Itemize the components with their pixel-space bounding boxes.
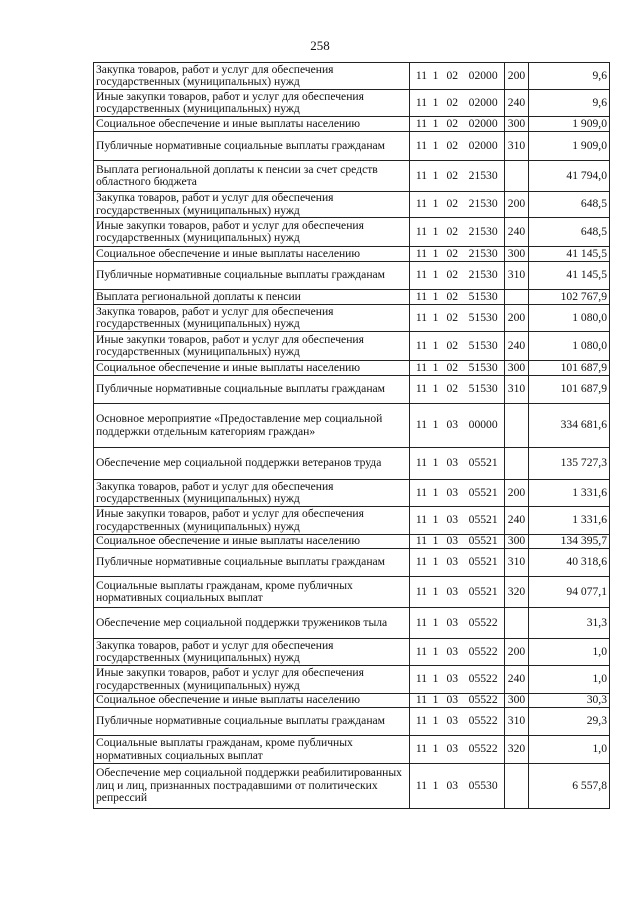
code-program: 11 [415,338,428,352]
code-event: 03 [446,672,459,686]
row-amount: 1 080,0 [529,332,610,361]
code-event: 03 [446,584,459,598]
row-code [412,617,502,630]
code-program: 11 [415,382,428,396]
row-name: Иные закупки товаров, работ и услуг для обеспечения государственных (муниципальных) нужд [94,90,410,117]
row-name: Закупка товаров, работ и услуг для обеспечения государственных (муниципальных) нужд [94,63,410,90]
code-direction: 05522 [468,714,498,728]
table-row [94,639,610,666]
code-direction: 05522 [468,693,498,707]
code-event: 02 [446,338,459,352]
row-code [412,694,502,707]
row-name: Иные закупки товаров, работ и услуг для обеспечения государственных (муниципальных) нужд [94,218,410,247]
code-direction: 05522 [468,672,498,686]
row-expense-type: 300 [505,535,529,549]
row-name: Закупка товаров, работ и услуг для обеспечения государственных (муниципальных) нужд [94,639,410,666]
row-expense-type [505,404,529,448]
row-expense-type: 240 [505,332,529,361]
table-row [94,63,610,90]
row-code [412,140,502,153]
table-row [94,535,610,549]
row-amount: 1 080,0 [529,305,610,332]
code-subprogram: 1 [432,289,439,303]
code-program: 11 [415,513,428,527]
row-expense-type: 310 [505,376,529,404]
code-subprogram: 1 [432,615,439,629]
row-code [412,743,502,756]
code-subprogram: 1 [432,742,439,756]
code-event: 02 [446,168,459,182]
row-amount: 101 687,9 [529,361,610,376]
code-direction: 05521 [468,584,498,598]
row-expense-type: 300 [505,247,529,262]
code-program: 11 [415,644,428,658]
row-code [412,535,502,548]
row-name: Иные закупки товаров, работ и услуг для обеспечения государственных (муниципальных) нужд [94,332,410,361]
code-subprogram: 1 [432,382,439,396]
row-code [412,646,502,659]
row-expense-type: 310 [505,549,529,577]
row-name: Социальные выплаты гражданам, кроме публичных нормативных социальных выплат [94,736,410,764]
code-direction: 02000 [468,95,498,109]
row-code-cell [410,361,505,376]
row-name: Выплата региональной доплаты к пенсии [94,290,410,305]
code-program: 11 [415,168,428,182]
row-code [412,362,502,375]
row-amount: 41 145,5 [529,247,610,262]
code-event: 02 [446,197,459,211]
code-subprogram: 1 [432,116,439,130]
row-expense-type [505,764,529,809]
row-amount: 41 145,5 [529,262,610,290]
row-amount: 1,0 [529,736,610,764]
row-name: Публичные нормативные социальные выплаты гражданам [94,549,410,577]
row-code [412,118,502,131]
table-row [94,577,610,608]
code-program: 11 [415,360,428,374]
code-program: 11 [415,418,428,432]
row-amount: 334 681,6 [529,404,610,448]
row-code-cell [410,764,505,809]
code-direction: 51530 [468,289,498,303]
row-code [412,269,502,282]
row-expense-type: 300 [505,361,529,376]
code-subprogram: 1 [432,224,439,238]
code-program: 11 [415,555,428,569]
code-event: 02 [446,95,459,109]
row-code-cell [410,535,505,549]
code-direction: 05521 [468,456,498,470]
code-program: 11 [415,485,428,499]
code-program: 11 [415,534,428,548]
code-program: 11 [415,138,428,152]
code-program: 11 [415,246,428,260]
code-program: 11 [415,693,428,707]
code-direction: 00000 [468,418,498,432]
code-event: 03 [446,644,459,658]
code-event: 02 [446,116,459,130]
code-event: 03 [446,714,459,728]
row-expense-type: 240 [505,507,529,535]
table-row [94,117,610,132]
row-expense-type: 300 [505,694,529,708]
code-subprogram: 1 [432,246,439,260]
code-program: 11 [415,672,428,686]
row-amount: 1 909,0 [529,132,610,161]
row-code-cell [410,290,505,305]
row-name: Закупка товаров, работ и услуг для обеспечения государственных (муниципальных) нужд [94,305,410,332]
row-name: Публичные нормативные социальные выплаты гражданам [94,132,410,161]
code-event: 02 [446,360,459,374]
table-row [94,507,610,535]
row-name: Социальное обеспечение и иные выплаты населению [94,247,410,262]
code-event: 02 [446,310,459,324]
row-amount: 1 331,6 [529,507,610,535]
row-code-cell [410,736,505,764]
page-number: 258 [310,38,330,53]
row-code-cell [410,639,505,666]
row-name: Обеспечение мер социальной поддержки ветеранов труда [94,448,410,480]
code-subprogram: 1 [432,95,439,109]
row-code [412,70,502,83]
code-subprogram: 1 [432,555,439,569]
row-code-cell [410,708,505,736]
code-subprogram: 1 [432,197,439,211]
table-row [94,448,610,480]
row-code [412,780,502,793]
row-amount: 1 909,0 [529,117,610,132]
row-expense-type: 300 [505,117,529,132]
row-code-cell [410,90,505,117]
code-event: 03 [446,456,459,470]
row-code-cell [410,218,505,247]
table-row [94,404,610,448]
code-subprogram: 1 [432,168,439,182]
code-event: 03 [446,555,459,569]
code-program: 11 [415,714,428,728]
table-row [94,376,610,404]
row-expense-type [505,161,529,192]
row-code-cell [410,480,505,507]
row-code-cell [410,666,505,694]
code-event: 03 [446,485,459,499]
code-direction: 05522 [468,615,498,629]
row-amount: 1,0 [529,639,610,666]
row-expense-type: 200 [505,480,529,507]
table-row [94,549,610,577]
code-subprogram: 1 [432,456,439,470]
code-event: 02 [446,246,459,260]
code-direction: 21530 [468,168,498,182]
table-row [94,361,610,376]
row-code [412,487,502,500]
row-amount: 134 395,7 [529,535,610,549]
row-code-cell [410,577,505,608]
code-event: 03 [446,693,459,707]
row-name: Публичные нормативные социальные выплаты гражданам [94,262,410,290]
row-code-cell [410,117,505,132]
code-subprogram: 1 [432,778,439,792]
code-program: 11 [415,289,428,303]
row-code [412,340,502,353]
code-subprogram: 1 [432,644,439,658]
row-name: Выплата региональной доплаты к пенсии за счет средств областного бюджета [94,161,410,192]
row-code-cell [410,549,505,577]
code-subprogram: 1 [432,418,439,432]
row-code [412,312,502,325]
code-subprogram: 1 [432,513,439,527]
row-amount: 102 767,9 [529,290,610,305]
code-event: 03 [446,742,459,756]
row-expense-type: 310 [505,708,529,736]
row-code-cell [410,161,505,192]
code-subprogram: 1 [432,338,439,352]
code-direction: 05521 [468,513,498,527]
row-code-cell [410,448,505,480]
code-direction: 05522 [468,644,498,658]
row-code [412,673,502,686]
row-code-cell [410,608,505,639]
code-program: 11 [415,584,428,598]
row-expense-type: 200 [505,305,529,332]
row-code [412,248,502,261]
row-amount: 41 794,0 [529,161,610,192]
row-code [412,419,502,432]
table-row [94,262,610,290]
row-expense-type: 320 [505,577,529,608]
row-code-cell [410,247,505,262]
row-name: Иные закупки товаров, работ и услуг для обеспечения государственных (муниципальных) нужд [94,507,410,535]
table-row [94,161,610,192]
table-row [94,608,610,639]
row-name: Иные закупки товаров, работ и услуг для обеспечения государственных (муниципальных) нужд [94,666,410,694]
code-subprogram: 1 [432,584,439,598]
code-direction: 51530 [468,338,498,352]
row-amount: 101 687,9 [529,376,610,404]
row-amount: 94 077,1 [529,577,610,608]
code-subprogram: 1 [432,693,439,707]
row-amount: 1 331,6 [529,480,610,507]
table-row [94,480,610,507]
row-expense-type: 240 [505,90,529,117]
table-row [94,290,610,305]
row-name: Социальное обеспечение и иные выплаты населению [94,535,410,549]
code-direction: 21530 [468,197,498,211]
row-code-cell [410,132,505,161]
code-direction: 51530 [468,360,498,374]
code-direction: 02000 [468,68,498,82]
code-event: 03 [446,513,459,527]
code-program: 11 [415,95,428,109]
code-subprogram: 1 [432,138,439,152]
table-row [94,332,610,361]
row-expense-type [505,448,529,480]
code-direction: 02000 [468,138,498,152]
row-code [412,383,502,396]
code-direction: 21530 [468,246,498,260]
row-name: Публичные нормативные социальные выплаты гражданам [94,708,410,736]
code-event: 03 [446,534,459,548]
code-direction: 05521 [468,555,498,569]
code-program: 11 [415,310,428,324]
code-direction: 05521 [468,485,498,499]
row-amount: 30,3 [529,694,610,708]
code-direction: 05530 [468,778,498,792]
code-direction: 02000 [468,116,498,130]
row-expense-type: 240 [505,666,529,694]
row-amount: 40 318,6 [529,549,610,577]
table-row [94,132,610,161]
code-program: 11 [415,615,428,629]
code-program: 11 [415,778,428,792]
code-program: 11 [415,268,428,282]
code-program: 11 [415,197,428,211]
budget-table [93,62,610,809]
code-event: 02 [446,289,459,303]
code-subprogram: 1 [432,68,439,82]
code-subprogram: 1 [432,360,439,374]
row-expense-type: 310 [505,262,529,290]
budget-table-body [94,63,610,809]
code-subprogram: 1 [432,714,439,728]
row-name: Закупка товаров, работ и услуг для обеспечения государственных (муниципальных) нужд [94,480,410,507]
row-name: Обеспечение мер социальной поддержки тружеников тыла [94,608,410,639]
code-subprogram: 1 [432,672,439,686]
row-code [412,556,502,569]
code-direction: 51530 [468,382,498,396]
code-event: 02 [446,224,459,238]
code-subprogram: 1 [432,268,439,282]
row-code-cell [410,376,505,404]
row-name: Социальное обеспечение и иные выплаты населению [94,117,410,132]
row-name: Основное мероприятие «Предоставление мер социальной поддержки отдельным категориям граждан» [94,404,410,448]
code-subprogram: 1 [432,485,439,499]
code-event: 03 [446,615,459,629]
row-name: Социальное обеспечение и иные выплаты населению [94,361,410,376]
row-name: Обеспечение мер социальной поддержки реабилитированных лиц и лиц, признанных пострадавшими от политических репрессий [94,764,410,809]
table-row [94,764,610,809]
row-name: Социальное обеспечение и иные выплаты населению [94,694,410,708]
row-code-cell [410,507,505,535]
row-code-cell [410,262,505,290]
table-row [94,192,610,218]
row-expense-type: 240 [505,218,529,247]
row-amount: 9,6 [529,90,610,117]
row-code [412,97,502,110]
row-code-cell [410,694,505,708]
code-program: 11 [415,224,428,238]
row-amount: 1,0 [529,666,610,694]
table-row [94,247,610,262]
code-direction: 05522 [468,742,498,756]
code-program: 11 [415,116,428,130]
row-amount: 135 727,3 [529,448,610,480]
row-amount: 31,3 [529,608,610,639]
row-code [412,586,502,599]
code-event: 03 [446,418,459,432]
row-code [412,291,502,304]
code-event: 02 [446,68,459,82]
code-subprogram: 1 [432,534,439,548]
code-direction: 05521 [468,534,498,548]
row-amount: 29,3 [529,708,610,736]
row-amount: 648,5 [529,218,610,247]
row-expense-type [505,608,529,639]
row-name: Закупка товаров, работ и услуг для обеспечения государственных (муниципальных) нужд [94,192,410,218]
row-code [412,514,502,527]
code-event: 02 [446,138,459,152]
row-code [412,457,502,470]
code-event: 02 [446,268,459,282]
row-code [412,198,502,211]
code-direction: 51530 [468,310,498,324]
code-program: 11 [415,742,428,756]
code-program: 11 [415,456,428,470]
table-row [94,666,610,694]
code-event: 02 [446,382,459,396]
table-row [94,305,610,332]
table-row [94,708,610,736]
table-row [94,218,610,247]
code-direction: 21530 [468,268,498,282]
row-expense-type: 320 [505,736,529,764]
table-row [94,90,610,117]
row-name: Публичные нормативные социальные выплаты гражданам [94,376,410,404]
row-amount: 6 557,8 [529,764,610,809]
row-amount: 9,6 [529,63,610,90]
code-direction: 21530 [468,224,498,238]
row-code-cell [410,305,505,332]
row-code [412,715,502,728]
row-expense-type: 310 [505,132,529,161]
row-code-cell [410,192,505,218]
table-row [94,694,610,708]
row-expense-type: 200 [505,639,529,666]
row-code [412,170,502,183]
row-code [412,226,502,239]
row-expense-type: 200 [505,63,529,90]
table-row [94,736,610,764]
row-code-cell [410,404,505,448]
row-amount: 648,5 [529,192,610,218]
code-program: 11 [415,68,428,82]
row-code-cell [410,332,505,361]
row-expense-type: 200 [505,192,529,218]
code-subprogram: 1 [432,310,439,324]
code-event: 03 [446,778,459,792]
row-name: Социальные выплаты гражданам, кроме публичных нормативных социальных выплат [94,577,410,608]
row-code-cell [410,63,505,90]
row-expense-type [505,290,529,305]
